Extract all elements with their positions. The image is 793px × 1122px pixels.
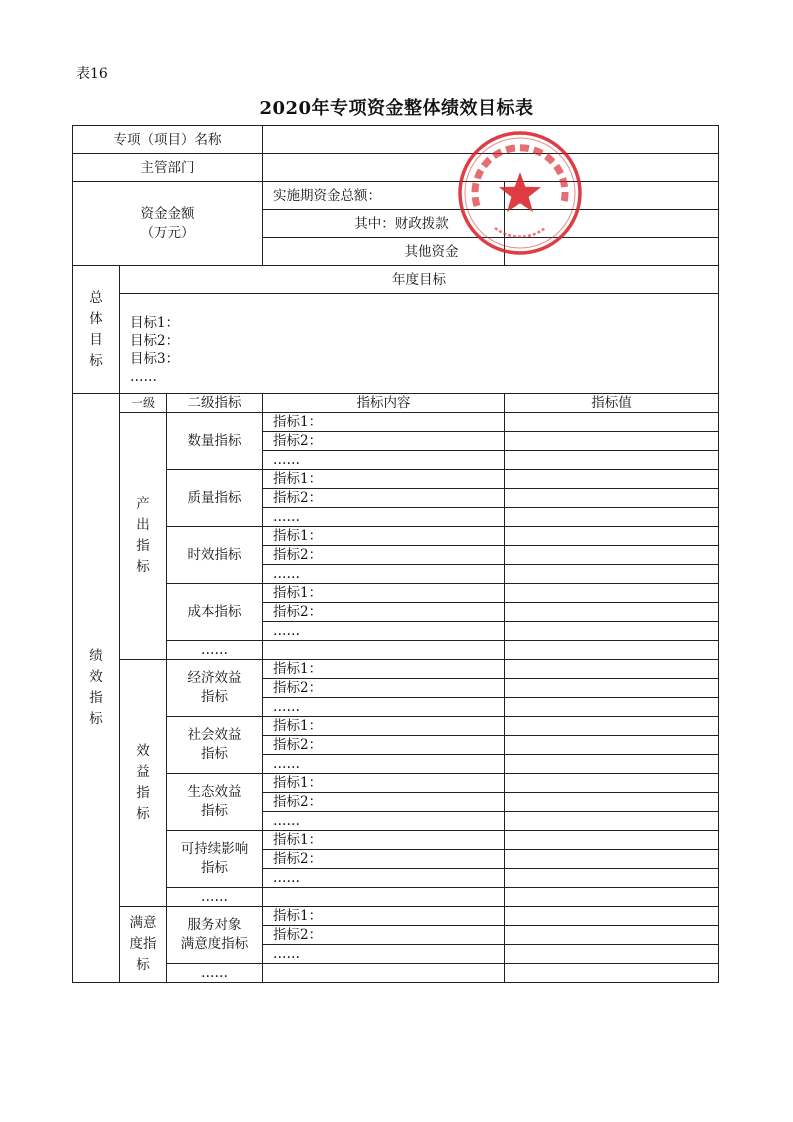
indicator-1[interactable]: 指标1： xyxy=(263,660,505,679)
perf-char-4: 标 xyxy=(89,711,103,727)
timeliness-indicator: 时效指标 xyxy=(167,527,263,584)
department-label: 主管部门 xyxy=(73,154,263,182)
project-name-value[interactable] xyxy=(263,126,719,154)
indicator-content[interactable] xyxy=(263,888,505,907)
overall-char-4: 标 xyxy=(89,352,103,369)
other-funds-label: 其他资金 xyxy=(263,238,505,266)
indicator-value[interactable] xyxy=(505,736,719,755)
benefit-char-3: 指 xyxy=(136,785,150,801)
indicator-value[interactable] xyxy=(505,869,719,888)
total-funds-label: 实施期资金总额： xyxy=(263,182,505,210)
indicator-value[interactable] xyxy=(505,679,719,698)
indicator-1[interactable]: 指标1： xyxy=(263,774,505,793)
overall-goal-label xyxy=(73,266,120,394)
indicator-1[interactable]: 指标1： xyxy=(263,584,505,603)
indicator-value[interactable] xyxy=(505,774,719,793)
fiscal-funds-value[interactable] xyxy=(505,210,719,238)
overall-char-1: 总 xyxy=(89,289,103,306)
service-line1: 服务对象 xyxy=(187,917,242,933)
satisfaction-indicator-label xyxy=(120,907,167,983)
cost-indicator: 成本指标 xyxy=(167,584,263,641)
perf-char-1: 绩 xyxy=(89,648,103,664)
funds-label-line2: （万元） xyxy=(140,224,195,241)
funds-label-line1: 资金金额 xyxy=(140,205,195,222)
satisfaction-part-1: 满意 xyxy=(129,915,157,931)
indicator-more[interactable]: …… xyxy=(263,565,505,584)
header-level2: 二级指标 xyxy=(167,394,263,413)
funds-label xyxy=(73,182,263,266)
indicator-1[interactable]: 指标1： xyxy=(263,470,505,489)
output-char-3: 指 xyxy=(136,538,150,554)
fiscal-funds-label: 其中：财政拨款 xyxy=(263,210,505,238)
indicator-value[interactable] xyxy=(505,907,719,926)
indicator-value[interactable] xyxy=(505,793,719,812)
goal-3: 目标3： xyxy=(130,351,180,367)
ecological-line1: 生态效益 xyxy=(187,784,242,800)
indicator-value[interactable] xyxy=(505,584,719,603)
social-line1: 社会效益 xyxy=(187,727,242,743)
ecological-benefit-indicator xyxy=(167,774,263,831)
indicator-2[interactable]: 指标2： xyxy=(263,850,505,869)
indicator-2[interactable]: 指标2： xyxy=(263,546,505,565)
service-satisfaction-indicator xyxy=(167,907,263,964)
indicator-content[interactable] xyxy=(263,641,505,660)
header-value: 指标值 xyxy=(505,394,719,413)
indicator-more[interactable]: …… xyxy=(263,755,505,774)
indicator-value[interactable] xyxy=(505,850,719,869)
output-more: …… xyxy=(167,641,263,660)
indicator-more[interactable]: …… xyxy=(263,508,505,527)
indicator-value[interactable] xyxy=(505,926,719,945)
perf-char-3: 指 xyxy=(89,690,103,706)
indicator-value[interactable] xyxy=(505,831,719,850)
table-number: 表16 xyxy=(76,66,108,82)
indicator-value[interactable] xyxy=(505,641,719,660)
sustainable-line2: 指标 xyxy=(201,860,228,876)
output-char-4: 标 xyxy=(136,559,150,575)
benefit-char-1: 效 xyxy=(136,743,150,759)
indicator-2[interactable]: 指标2： xyxy=(263,489,505,508)
indicator-1[interactable]: 指标1： xyxy=(263,717,505,736)
indicator-value[interactable] xyxy=(505,432,719,451)
indicator-value[interactable] xyxy=(505,964,719,983)
annual-goal-header: 年度目标 xyxy=(120,266,719,294)
indicator-more[interactable]: …… xyxy=(263,869,505,888)
ecological-line2: 指标 xyxy=(201,803,228,819)
satisfaction-part-3: 标 xyxy=(136,957,150,973)
indicator-value[interactable] xyxy=(505,945,719,964)
quality-indicator: 质量指标 xyxy=(167,470,263,527)
satisfaction-part-2: 度指 xyxy=(129,936,157,952)
indicator-value[interactable] xyxy=(505,546,719,565)
benefit-char-4: 标 xyxy=(136,806,150,822)
indicator-1[interactable]: 指标1： xyxy=(263,831,505,850)
perf-char-2: 效 xyxy=(89,669,103,685)
indicator-value[interactable] xyxy=(505,489,719,508)
indicator-value[interactable] xyxy=(505,698,719,717)
overall-char-3: 目 xyxy=(89,331,103,348)
benefit-indicator-label xyxy=(120,660,167,907)
indicator-2[interactable]: 指标2： xyxy=(263,679,505,698)
indicator-value[interactable] xyxy=(505,527,719,546)
sustainable-line1: 可持续影响 xyxy=(180,841,249,857)
sustainable-impact-indicator xyxy=(167,831,263,888)
header-level1: 一级 xyxy=(120,394,167,413)
indicator-value[interactable] xyxy=(505,413,719,432)
indicator-value[interactable] xyxy=(505,565,719,584)
indicator-more[interactable]: …… xyxy=(263,451,505,470)
performance-target-table xyxy=(72,125,719,983)
indicator-1[interactable]: 指标1： xyxy=(263,907,505,926)
output-char-2: 出 xyxy=(136,517,150,533)
output-indicator-label xyxy=(120,413,167,660)
indicator-2[interactable]: 指标2： xyxy=(263,793,505,812)
output-char-1: 产 xyxy=(136,496,150,512)
total-funds-value[interactable] xyxy=(505,182,719,210)
goal-1: 目标1： xyxy=(130,315,180,331)
indicator-value[interactable] xyxy=(505,603,719,622)
indicator-value[interactable] xyxy=(505,508,719,527)
other-funds-value[interactable] xyxy=(505,238,719,266)
satisfaction-more: …… xyxy=(167,964,263,983)
indicator-value[interactable] xyxy=(505,717,719,736)
indicator-2[interactable]: 指标2： xyxy=(263,926,505,945)
indicator-1[interactable]: 指标1： xyxy=(263,527,505,546)
social-benefit-indicator xyxy=(167,717,263,774)
header-content: 指标内容 xyxy=(263,394,505,413)
performance-indicator-label xyxy=(73,394,120,983)
economic-line2: 指标 xyxy=(201,689,228,705)
service-line2: 满意度指标 xyxy=(180,936,249,952)
goal-2: 目标2： xyxy=(130,333,180,349)
department-value[interactable] xyxy=(263,154,719,182)
page-title: 2020年专项资金整体绩效目标表 xyxy=(259,98,534,119)
indicator-more[interactable]: …… xyxy=(263,622,505,641)
indicator-more[interactable]: …… xyxy=(263,698,505,717)
overall-char-2: 体 xyxy=(89,310,103,327)
annual-goal-list[interactable] xyxy=(120,294,719,394)
indicator-value[interactable] xyxy=(505,812,719,831)
project-name-label: 专项（项目）名称 xyxy=(73,126,263,154)
indicator-value[interactable] xyxy=(505,451,719,470)
economic-benefit-indicator xyxy=(167,660,263,717)
indicator-more[interactable]: …… xyxy=(263,812,505,831)
quantity-indicator: 数量指标 xyxy=(167,413,263,470)
indicator-2[interactable]: 指标2： xyxy=(263,736,505,755)
indicator-2[interactable]: 指标2： xyxy=(263,603,505,622)
social-line2: 指标 xyxy=(201,746,228,762)
indicator-content[interactable] xyxy=(263,964,505,983)
indicator-value[interactable] xyxy=(505,755,719,774)
indicator-value[interactable] xyxy=(505,622,719,641)
indicator-1[interactable]: 指标1： xyxy=(263,413,505,432)
indicator-2[interactable]: 指标2： xyxy=(263,432,505,451)
benefit-char-2: 益 xyxy=(136,764,150,780)
benefit-more: …… xyxy=(167,888,263,907)
indicator-value[interactable] xyxy=(505,888,719,907)
indicator-value[interactable] xyxy=(505,470,719,489)
indicator-value[interactable] xyxy=(505,660,719,679)
goal-more: …… xyxy=(130,369,157,385)
indicator-more[interactable]: …… xyxy=(263,945,505,964)
economic-line1: 经济效益 xyxy=(187,670,242,686)
